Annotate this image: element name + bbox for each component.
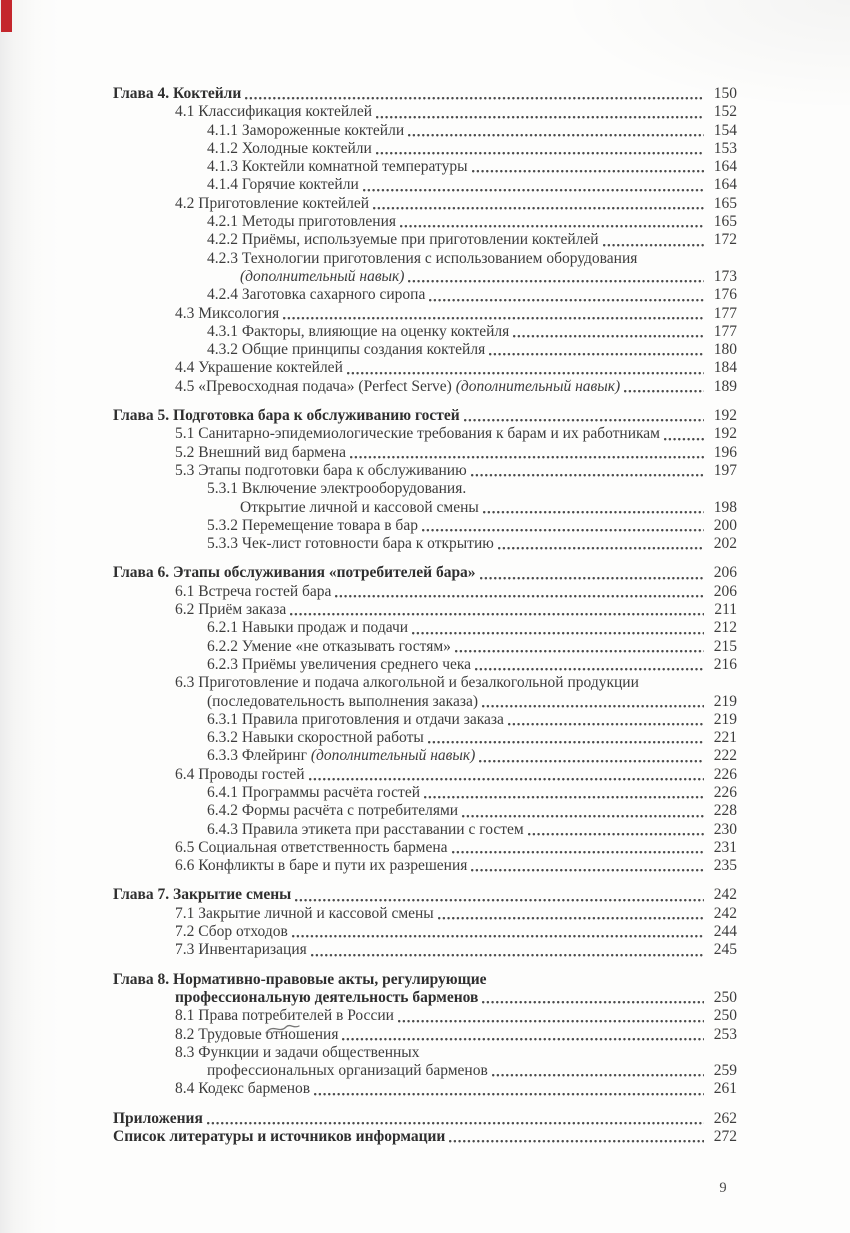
toc-page-number: 242: [713, 904, 737, 922]
dot-leader: [295, 898, 704, 902]
dot-leader: [472, 169, 705, 173]
toc-entry: [113, 378, 737, 396]
toc-line: [113, 905, 737, 923]
toc-entry: [113, 821, 737, 839]
toc-page-number: 221: [713, 729, 737, 747]
toc-page-number: 184: [713, 359, 737, 377]
toc-entry-text: 6.2 Приём заказа: [175, 601, 287, 619]
toc-entry-text: 4.2.1 Методы приготовления: [207, 213, 397, 231]
toc-page-number: 226: [713, 783, 737, 801]
toc-line: [113, 619, 737, 637]
dot-leader: [314, 1092, 704, 1096]
dot-leader: [347, 371, 704, 375]
toc-line: [113, 766, 737, 784]
toc-page-number: 177: [713, 322, 737, 340]
toc-entry-text: 6.3.1 Правила приготовления и отдачи заказа: [207, 710, 504, 728]
dot-leader: [462, 814, 704, 818]
toc-entry: [113, 85, 737, 103]
dot-leader: [398, 1019, 704, 1023]
toc-entry: [113, 323, 737, 341]
dot-leader: [400, 224, 704, 228]
dot-leader: [471, 868, 704, 872]
toc-entry-text: Глава 7. Закрытие смены: [113, 886, 292, 904]
toc-entry-text: 4.2 Приготовление коктейлей: [175, 194, 370, 212]
toc-page-number: 211: [714, 601, 737, 619]
dot-leader: [513, 334, 704, 338]
toc-entry-text: Список литературы и источников информации: [113, 1128, 446, 1146]
toc-page-number: 164: [713, 176, 737, 194]
toc-page-number: 262: [713, 1109, 737, 1127]
toc-entry-text: Глава 5. Подготовка бара к обслуживанию гостей: [113, 407, 460, 425]
toc-entry: [113, 517, 737, 535]
toc-entry-text: 6.6 Конфликты в баре и пути их разрешения: [175, 857, 468, 875]
dot-leader: [664, 437, 704, 441]
dot-leader: [428, 740, 704, 744]
dot-leader: [489, 352, 704, 356]
toc-entry: [113, 971, 737, 1008]
toc-entry: [113, 766, 737, 784]
toc-entry-text: Глава 6. Этапы обслуживания «потребителей бара»: [113, 564, 476, 582]
toc-page-number: 235: [713, 857, 737, 875]
toc-line: [113, 499, 737, 517]
toc-page-number: 261: [713, 1080, 737, 1098]
dot-leader: [475, 667, 704, 671]
toc-page-number: 152: [713, 103, 737, 121]
dot-leader: [373, 206, 704, 210]
toc-entry-text: 6.5 Социальная ответственность бармена: [175, 838, 448, 856]
toc-entry: [113, 305, 737, 323]
dot-leader: [335, 594, 704, 598]
dot-leader: [438, 916, 704, 920]
toc-entry: [113, 601, 737, 619]
dot-leader: [480, 576, 704, 580]
dot-leader: [408, 279, 704, 283]
toc-page-number: 212: [713, 619, 737, 637]
toc-entry-text: 4.2.2 Приёмы, используемые при приготовлении коктейлей: [207, 231, 599, 249]
dot-leader: [429, 298, 704, 302]
dot-leader: [283, 316, 704, 320]
toc-page-number: 176: [713, 286, 737, 304]
toc-entry-text: 6.1 Встреча гостей бара: [175, 582, 332, 600]
toc-line: [113, 711, 737, 729]
toc-page-number: 222: [713, 747, 737, 765]
toc-entry-text: 6.4.3 Правила этикета при расставании с гостем: [207, 820, 524, 838]
toc-page-number: 165: [713, 213, 737, 231]
toc-page-number: 242: [713, 886, 737, 904]
toc-entry-text: 4.3 Миксология: [175, 304, 280, 322]
toc-page-number: 200: [713, 516, 737, 534]
toc-entry-text: 5.2 Внешний вид бармена: [175, 443, 346, 461]
toc-entry: [113, 857, 737, 875]
toc-entry: [113, 747, 737, 765]
toc-entry-text: 8.4 Кодекс барменов: [175, 1080, 311, 1098]
dot-leader: [424, 795, 704, 799]
toc-page-number: 164: [713, 158, 737, 176]
dot-leader: [422, 528, 704, 532]
toc-line: [113, 517, 737, 535]
toc-entry: [113, 923, 737, 941]
toc-entry: [113, 886, 737, 904]
toc-page-number: 154: [713, 121, 737, 139]
toc-line: [113, 1062, 737, 1080]
toc-entry-text: 6.4.1 Программы расчёта гостей: [207, 783, 420, 801]
dot-leader: [482, 704, 704, 708]
dot-leader: [603, 243, 704, 247]
toc-entry: [113, 213, 737, 231]
dot-leader: [452, 850, 704, 854]
toc-entry: [113, 480, 737, 517]
dot-leader: [376, 151, 704, 155]
toc-entry-text: 8.2 Трудовые отношения: [175, 1025, 339, 1043]
toc-entry-text: 5.1 Санитарно-эпидемиологические требования к барам и их работникам: [175, 425, 660, 443]
dot-leader: [408, 133, 704, 137]
toc-entry-text: 4.2.3 Технологии приготовления с использованием оборудования: [207, 249, 638, 267]
toc-entry-text: 8.1 Права потребителей в России: [175, 1007, 394, 1025]
toc-line: [113, 305, 737, 323]
toc-page-number: 192: [713, 407, 737, 425]
toc-line: [113, 535, 737, 553]
toc-line: [113, 747, 737, 765]
toc-line: [113, 359, 737, 377]
toc-page-number: 177: [713, 304, 737, 322]
toc-line: [113, 103, 737, 121]
toc-line: [113, 250, 737, 268]
page-number: 9: [719, 1180, 727, 1196]
table-of-contents: [113, 85, 737, 1146]
toc-entry: [113, 1007, 737, 1025]
toc-entry: [113, 1026, 737, 1044]
toc-entry: [113, 140, 737, 158]
dot-leader: [528, 832, 704, 836]
toc-entry: [113, 564, 737, 582]
toc-line: [113, 941, 737, 959]
toc-page-number: 259: [713, 1062, 737, 1080]
toc-page-number: 153: [713, 139, 737, 157]
toc-entry-text: 4.1.1 Замороженные коктейли: [207, 121, 405, 139]
toc-page-number: 253: [713, 1025, 737, 1043]
toc-page-number: 272: [713, 1128, 737, 1146]
toc-entry-text: Открытие личной и кассовой смены: [240, 498, 479, 516]
toc-line: [113, 857, 737, 875]
toc-page-number: 245: [713, 941, 737, 959]
dot-leader: [482, 1000, 704, 1004]
toc-line: [113, 425, 737, 443]
toc-entry: [113, 341, 737, 359]
toc-page-number: 244: [713, 923, 737, 941]
toc-line: [113, 341, 737, 359]
toc-page-number: 215: [713, 637, 737, 655]
toc-line: [113, 480, 737, 498]
toc-entry: [113, 619, 737, 637]
toc-entry-text: 5.3.2 Перемещение товара в бар: [207, 516, 418, 534]
toc-line: [113, 821, 737, 839]
toc-line: [113, 564, 737, 582]
toc-line: [113, 802, 737, 820]
toc-page-number: 189: [713, 377, 737, 395]
toc-line: [113, 268, 737, 286]
toc-entry-text: 7.1 Закрытие личной и кассовой смены: [175, 904, 434, 922]
dot-leader: [483, 510, 704, 514]
toc-page-number: 202: [713, 535, 737, 553]
dot-leader: [412, 631, 704, 635]
toc-line: [113, 656, 737, 674]
toc-page-number: 172: [713, 231, 737, 249]
toc-line: [113, 971, 737, 989]
toc-page-number: 180: [713, 341, 737, 359]
toc-entry: [113, 250, 737, 287]
dot-leader: [311, 953, 704, 957]
toc-line: [113, 195, 737, 213]
toc-entry-text: 7.3 Инвентаризация: [175, 941, 307, 959]
toc-line: [113, 231, 737, 249]
toc-entry: [113, 158, 737, 176]
toc-line: [113, 176, 737, 194]
toc-entry: [113, 359, 737, 377]
toc-entry: [113, 656, 737, 674]
toc-line: [113, 886, 737, 904]
toc-entry-text: Глава 8. Нормативно-правовые акты, регулирующие: [113, 970, 487, 988]
toc-entry-text: (последовательность выполнения заказа): [207, 692, 479, 710]
toc-entry: [113, 1080, 737, 1098]
toc-page-number: 173: [713, 267, 737, 285]
dot-leader: [207, 1121, 704, 1125]
toc-entry: [113, 638, 737, 656]
toc-entry: [113, 839, 737, 857]
toc-line: [113, 378, 737, 396]
toc-entry-text: 4.3.2 Общие принципы создания коктейля: [207, 341, 486, 359]
toc-line: [113, 1080, 737, 1098]
toc-line: [113, 213, 737, 231]
dot-leader: [464, 418, 704, 422]
toc-entry: [113, 941, 737, 959]
scan-artifact-hair: [263, 1020, 305, 1038]
toc-line: [113, 729, 737, 747]
toc-line: [113, 1110, 737, 1128]
toc-entry-text: 5.3 Этапы подготовки бара к обслуживанию: [175, 461, 467, 479]
toc-entry: [113, 176, 737, 194]
toc-page-number: 150: [713, 85, 737, 102]
toc-entry: [113, 103, 737, 121]
dot-leader: [498, 546, 704, 550]
toc-entry: [113, 195, 737, 213]
toc-line: [113, 286, 737, 304]
toc-line: [113, 784, 737, 802]
toc-entry-text: 4.1.4 Горячие коктейли: [207, 176, 359, 194]
toc-line: [113, 158, 737, 176]
toc-page-number: 250: [713, 1007, 737, 1025]
toc-page-number: 216: [713, 655, 737, 673]
toc-page-number: 231: [713, 838, 737, 856]
toc-entry: [113, 674, 737, 711]
toc-entry: [113, 711, 737, 729]
toc-entry: [113, 286, 737, 304]
toc-entry: [113, 802, 737, 820]
toc-entry: [113, 583, 737, 601]
toc-entry: [113, 425, 737, 443]
toc-page-number: 226: [713, 765, 737, 783]
toc-page-number: 196: [713, 443, 737, 461]
toc-entry: [113, 905, 737, 923]
toc-entry-text: 4.5 «Превосходная подача» (Perfect Serve): [175, 377, 456, 395]
toc-page-number: 197: [713, 461, 737, 479]
toc-entry-text: (дополнительный навык): [310, 747, 476, 765]
toc-entry-text: профессиональную деятельность барменов: [175, 988, 479, 1006]
toc-entry: [113, 729, 737, 747]
toc-line: [113, 989, 737, 1007]
toc-line: [113, 601, 737, 619]
toc-page-number: 228: [713, 802, 737, 820]
toc-entry-text: 4.1.2 Холодные коктейли: [207, 139, 372, 157]
toc-line: [113, 1128, 737, 1146]
toc-line: [113, 85, 737, 103]
red-corner-mark: [1, 0, 12, 32]
toc-line: [113, 923, 737, 941]
toc-entry-text: 6.3 Приготовление и подача алкогольной и безалкогольной продукции: [175, 674, 639, 692]
toc-entry: [113, 784, 737, 802]
toc-line: [113, 1007, 737, 1025]
toc-entry-text: Приложения: [113, 1109, 203, 1127]
toc-entry-text: 7.2 Сбор отходов: [175, 923, 288, 941]
toc-entry-text: (дополнительный навык): [240, 267, 405, 285]
toc-entry-text: 6.2.2 Умение «не отказывать гостям»: [207, 637, 451, 655]
toc-entry: [113, 407, 737, 425]
dot-leader: [363, 188, 704, 192]
toc-page-number: 206: [713, 564, 737, 582]
toc-entry-text: профессиональных организаций барменов: [207, 1062, 488, 1080]
toc-entry: [113, 1128, 737, 1146]
dot-leader: [471, 473, 704, 477]
toc-entry: [113, 444, 737, 462]
toc-entry-text: 8.3 Функции и задачи общественных: [175, 1043, 420, 1061]
toc-line: [113, 122, 737, 140]
toc-entry-text: 5.3.3 Чек-лист готовности бара к открытию: [207, 535, 494, 553]
toc-page-number: 165: [713, 194, 737, 212]
toc-entry-text: 5.3.1 Включение электрооборудования.: [207, 480, 467, 498]
toc-entry: [113, 231, 737, 249]
toc-entry-text: 4.3.1 Факторы, влияющие на оценку коктейля: [207, 322, 510, 340]
dot-leader: [479, 759, 704, 763]
toc-page-number: 206: [713, 582, 737, 600]
toc-entry-text: 6.4 Проводы гостей: [175, 765, 305, 783]
toc-entry-text: 4.2.4 Заготовка сахарного сиропа: [207, 286, 426, 304]
dot-leader: [292, 934, 704, 938]
toc-line: [113, 693, 737, 711]
toc-entry: [113, 1110, 737, 1128]
toc-entry-text: 6.4.2 Формы расчёта с потребителями: [207, 802, 459, 820]
dot-leader: [245, 96, 704, 100]
toc-line: [113, 323, 737, 341]
toc-line: [113, 674, 737, 692]
toc-entry-text: 6.3.3 Флейринг: [207, 747, 311, 765]
toc-entry-text: (дополнительный навык): [455, 377, 621, 395]
toc-page-number: 219: [713, 692, 737, 710]
dot-leader: [290, 612, 704, 616]
dot-leader: [624, 389, 704, 393]
toc-line: [113, 444, 737, 462]
toc-entry-text: 6.3.2 Навыки скоростной работы: [207, 729, 424, 747]
dot-leader: [350, 455, 704, 459]
toc-entry: [113, 462, 737, 480]
toc-line: [113, 1044, 737, 1062]
toc-entry-text: 4.1.3 Коктейли комнатной температуры: [207, 158, 468, 176]
toc-entry: [113, 535, 737, 553]
toc-entry-text: Глава 4. Коктейли: [113, 85, 242, 102]
dot-leader: [455, 649, 704, 653]
toc-line: [113, 638, 737, 656]
dot-leader: [342, 1037, 704, 1041]
toc-page-number: 198: [713, 498, 737, 516]
toc-entry-text: 6.2.3 Приёмы увеличения среднего чека: [207, 655, 472, 673]
toc-line: [113, 1026, 737, 1044]
toc-page-number: 250: [713, 988, 737, 1006]
toc-page-number: 192: [713, 425, 737, 443]
toc-line: [113, 583, 737, 601]
dot-leader: [309, 777, 704, 781]
dot-leader: [449, 1139, 704, 1143]
toc-page-number: 219: [713, 710, 737, 728]
toc-page-number: 230: [713, 820, 737, 838]
toc-entry: [113, 1044, 737, 1081]
toc-entry: [113, 122, 737, 140]
dot-leader: [492, 1073, 704, 1077]
dot-leader: [508, 722, 704, 726]
toc-entry-text: 4.1 Классификация коктейлей: [175, 103, 373, 121]
toc-entry-text: 4.4 Украшение коктейлей: [175, 359, 343, 377]
toc-line: [113, 839, 737, 857]
toc-line: [113, 407, 737, 425]
toc-line: [113, 140, 737, 158]
dot-leader: [376, 115, 704, 119]
toc-line: [113, 462, 737, 480]
toc-entry-text: 6.2.1 Навыки продаж и подачи: [207, 619, 409, 637]
